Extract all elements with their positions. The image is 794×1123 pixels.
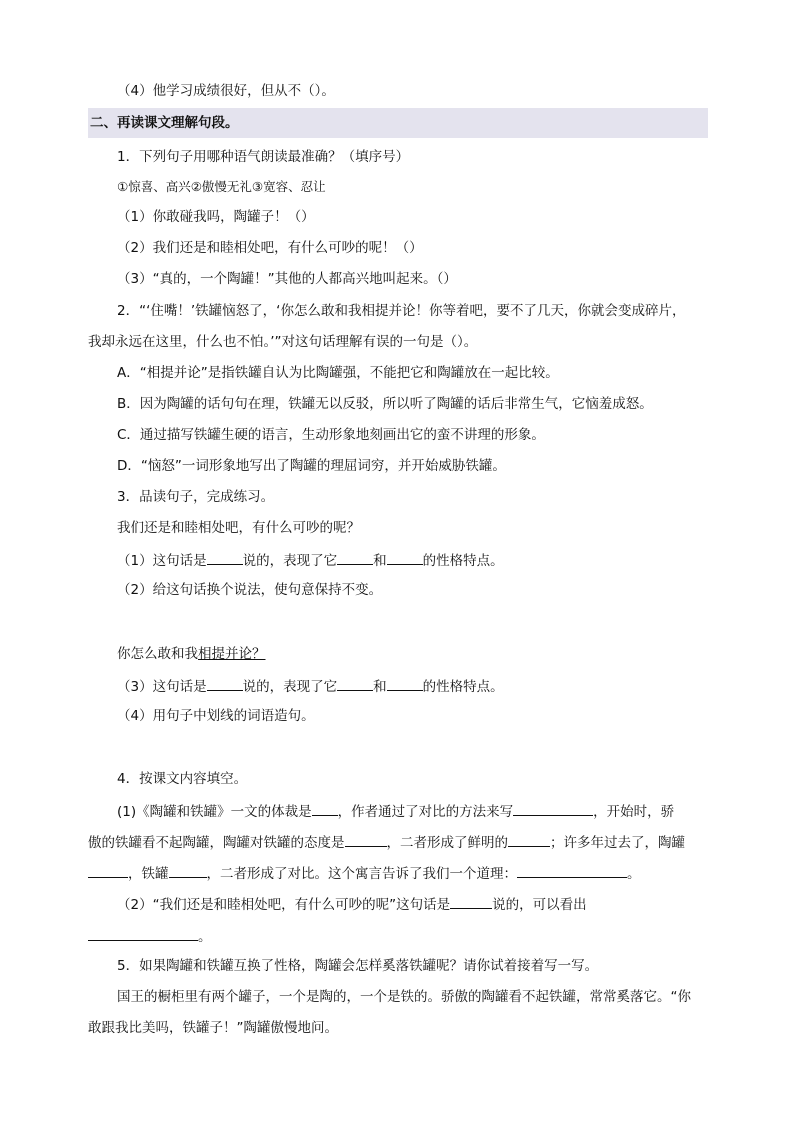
- answer-blank[interactable]: [517, 863, 627, 878]
- q4-l2-text-a: 傲的铁罐看不起陶罐，陶罐对铁罐的态度是: [88, 835, 345, 851]
- q3-p1-text-b: 说的，表现了它: [242, 553, 338, 569]
- q1-stem: 1．下列句子用哪种语气朗读最准确？（填序号）: [117, 149, 410, 165]
- q2-stem-line1: 2．“‘住嘴！’铁罐恼怒了，‘你怎么敢和我相提并论！你等着吧，要不了几天，你就会变成碎片，: [117, 303, 686, 319]
- q3-sentence-2: [117, 645, 266, 663]
- q2-option-a: A．“相提并论”是指铁罐自认为比陶罐强，不能把它和陶罐放在一起比较。: [117, 365, 559, 381]
- answer-blank[interactable]: [169, 863, 207, 878]
- q3-p1-text-d: 的性格特点。: [422, 553, 504, 569]
- q3-p3-text-c: 和: [373, 679, 387, 695]
- q4-l1-text-b: ，作者通过了对比的方法来写: [337, 804, 514, 820]
- q3-p1-text-a: （1）这句话是: [117, 553, 207, 569]
- answer-blank[interactable]: [345, 832, 387, 847]
- q3-stem: 3．品读句子，完成练习。: [117, 489, 275, 505]
- q4-l3-text-c: 。: [627, 866, 641, 882]
- q1-sentence-1: （1）你敢碰我吗，陶罐子！（）: [117, 209, 315, 225]
- answer-blank[interactable]: [207, 676, 243, 691]
- q4-l3-text-b: ，二者形成了对比。这个寓言告诉了我们一个道理：: [206, 866, 517, 882]
- q4-line-5: [88, 926, 212, 946]
- q3-part-4: （4）用句子中划线的词语造句。: [117, 708, 315, 724]
- q4-l2-text-c: ；许多年过去了，陶罐: [550, 835, 685, 851]
- q2-option-d: D．“恼怒”一词形象地写出了陶罐的理屈词穷，并开始威胁铁罐。: [117, 458, 506, 474]
- answer-blank[interactable]: [387, 550, 423, 565]
- answer-blank[interactable]: [450, 894, 492, 909]
- q3-part-3: [117, 676, 504, 696]
- q2-option-c: C．通过描写铁罐生硬的语言，生动形象地刻画出它的蛮不讲理的形象。: [117, 427, 545, 443]
- q1-sentence-2: （2）我们还是和睦相处吧，有什么可吵的呢！（）: [117, 240, 423, 256]
- question-4-prev: （4）他学习成绩很好，但从不（）。: [117, 83, 335, 99]
- answer-blank[interactable]: [508, 832, 550, 847]
- q3-p1-text-c: 和: [373, 553, 387, 569]
- q3-sentence-1: 我们还是和睦相处吧，有什么可吵的呢？: [117, 520, 360, 536]
- q3-p3-text-b: 说的，表现了它: [242, 679, 338, 695]
- underlined-phrase: 相提并论？: [198, 646, 266, 662]
- answer-blank[interactable]: [337, 676, 373, 691]
- q5-paragraph-line1: 国王的橱柜里有两个罐子，一个是陶的，一个是铁的。骄傲的陶罐看不起铁罐，常常奚落它。“你: [117, 989, 691, 1005]
- answer-blank[interactable]: [207, 550, 243, 565]
- q3-part-2: （2）给这句话换个说法，使句意保持不变。: [117, 582, 383, 598]
- q4-l5-text-end: 。: [198, 929, 212, 945]
- q3-part-1: [117, 550, 504, 570]
- q4-line-4: [117, 894, 587, 914]
- q4-line-2: [88, 832, 685, 852]
- q1-sentence-3: （3）“真的，一个陶罐！”其他的人都高兴地叫起来。（）: [117, 271, 457, 287]
- section-title: 二、再读课文理解句段。: [90, 115, 239, 131]
- q5-paragraph-line2: 敢跟我比美吗，铁罐子！”陶罐傲慢地问。: [88, 1020, 338, 1036]
- answer-blank[interactable]: [88, 863, 128, 878]
- q4-line-1: [117, 801, 674, 821]
- answer-blank[interactable]: [337, 550, 373, 565]
- q4-l2-text-b: ，二者形成了鲜明的: [386, 835, 508, 851]
- q5-stem: 5．如果陶罐和铁罐互换了性格，陶罐会怎样奚落铁罐呢？请你试着接着写一写。: [117, 958, 599, 974]
- q3-p3-text-a: （3）这句话是: [117, 679, 207, 695]
- answer-blank[interactable]: [387, 676, 423, 691]
- q4-l4-text-b: 说的，可以看出: [492, 897, 587, 913]
- q3-sentence-2-text: 你怎么敢和我: [117, 646, 198, 662]
- answer-blank[interactable]: [312, 801, 338, 816]
- q4-stem: 4．按课文内容填空。: [117, 771, 248, 787]
- q4-l1-text-a: (1)《陶罐和铁罐》一文的体裁是: [117, 804, 312, 820]
- q3-p3-text-d: 的性格特点。: [422, 679, 504, 695]
- q4-l3-text-a: ，铁罐: [128, 866, 169, 882]
- q4-l1-text-c: ，开始时，骄: [593, 804, 675, 820]
- q2-stem-line2: 我却永远在这里，什么也不怕。’”对这句话理解有误的一句是（）。: [88, 334, 478, 350]
- answer-blank[interactable]: [88, 926, 198, 941]
- q4-l4-text-a: （2）“我们还是和睦相处吧，有什么可吵的呢”这句话是: [117, 897, 451, 913]
- answer-blank[interactable]: [513, 801, 593, 816]
- q1-options: ①惊喜、高兴②傲慢无礼③宽容、忍让: [117, 179, 326, 194]
- q4-line-3: [88, 863, 641, 883]
- q2-option-b: B．因为陶罐的话句句在理，铁罐无以反驳，所以听了陶罐的话后非常生气，它恼羞成怒。: [117, 396, 653, 412]
